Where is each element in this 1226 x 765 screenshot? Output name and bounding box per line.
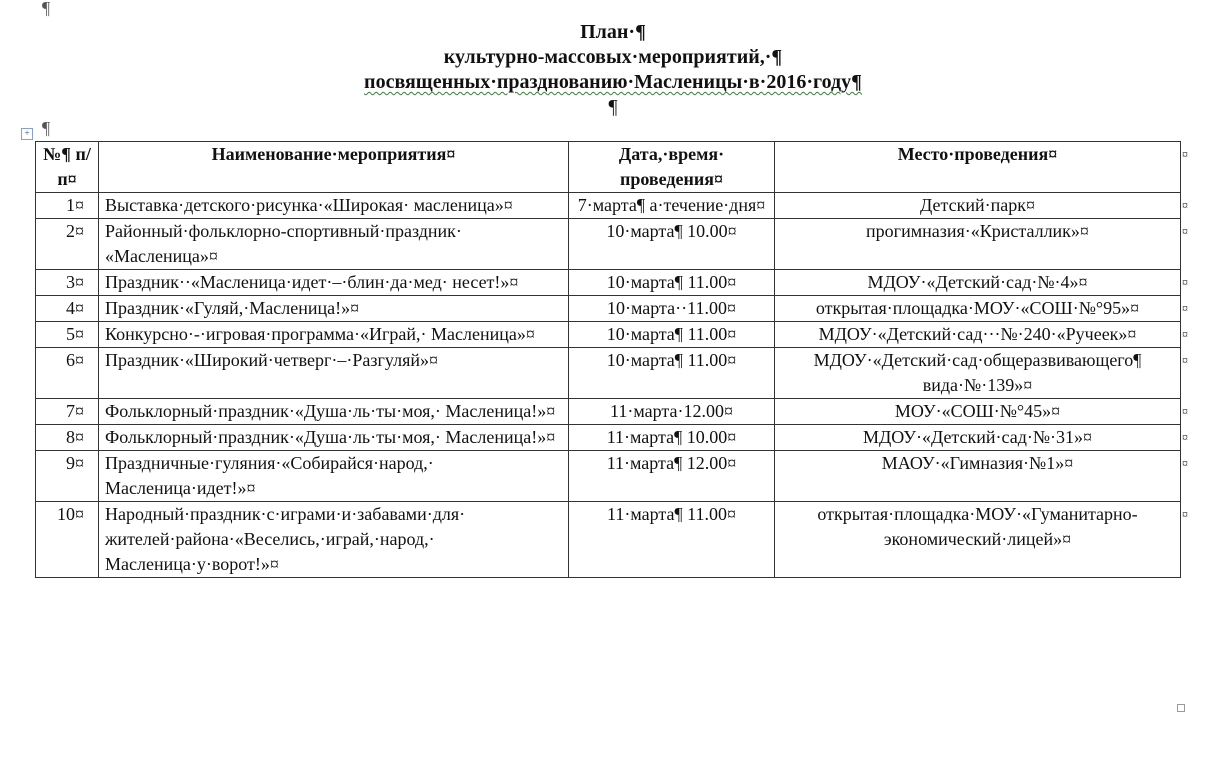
row-number-cell: 6¤	[36, 348, 99, 399]
header-num: №¶ п/п¤	[36, 142, 99, 193]
document-title	[0, 20, 1226, 120]
place-cell: МДОУ·«Детский·сад·общеразвивающего¶ вида·№·139»¤	[775, 348, 1181, 399]
paragraph-mark-top: ¶	[42, 0, 51, 18]
place-cell: Детский·парк¤	[775, 193, 1181, 219]
place-cell: МОУ·«СОШ·№°45»¤	[775, 399, 1181, 425]
header-place: Место·проведения¤	[775, 142, 1181, 193]
row-end-mark: ¤	[1182, 430, 1188, 444]
table-row	[36, 270, 1181, 296]
row-end-mark: ¤	[1182, 275, 1188, 289]
place-cell: открытая·площадка·МОУ·«СОШ·№°95»¤	[775, 296, 1181, 322]
place-cell: МДОУ·«Детский·сад·№·31»¤	[775, 425, 1181, 451]
place-cell: МДОУ·«Детский·сад···№·240·«Ручеек»¤	[775, 322, 1181, 348]
event-name-cell: Народный·праздник·с·играми·и·забавами·для· жителей·района·«Веселись,·играй,·народ,· Масленица·у·ворот!»¤	[99, 502, 569, 578]
date-time-cell: 10·марта¶ 10.00¤	[569, 219, 775, 270]
row-end-mark: ¤	[1182, 404, 1188, 418]
table-row	[36, 219, 1181, 270]
table-resize-handle[interactable]	[1177, 704, 1185, 712]
row-end-mark: ¤	[1182, 224, 1188, 238]
event-name-cell: Праздник··«Масленица·идет·–·блин·да·мед· несет!»¤	[99, 270, 569, 296]
date-time-cell: 11·марта¶ 12.00¤	[569, 451, 775, 502]
date-time-cell: 10·марта¶ 11.00¤	[569, 322, 775, 348]
table-row	[36, 322, 1181, 348]
event-name-cell: Праздник·«Широкий·четверг·–·Разгуляй»¤	[99, 348, 569, 399]
table-row	[36, 451, 1181, 502]
row-number-cell: 8¤	[36, 425, 99, 451]
table-move-handle-icon[interactable]: +	[21, 128, 33, 140]
row-number-cell: 5¤	[36, 322, 99, 348]
date-time-cell: 11·марта·12.00¤	[569, 399, 775, 425]
row-end-mark: ¤	[1182, 147, 1188, 161]
events-table	[35, 141, 1181, 578]
table-row	[36, 348, 1181, 399]
table-row	[36, 193, 1181, 219]
event-name-cell: Конкурсно·-·игровая·программа·«Играй,· Масленица»¤	[99, 322, 569, 348]
title-line-3	[0, 70, 1226, 95]
event-name-cell: Праздничные·гуляния·«Собирайся·народ,· Масленица·идет!»¤	[99, 451, 569, 502]
row-number-cell: 9¤	[36, 451, 99, 502]
header-date: Дата,·время· проведения¤	[569, 142, 775, 193]
title-line-3-text: посвященных·празднованию·Масленицы·в·2016·году¶	[364, 71, 862, 93]
event-name-cell: Фольклорный·праздник·«Душа·ль·ты·моя,· Масленица!»¤	[99, 399, 569, 425]
row-number-cell: 2¤	[36, 219, 99, 270]
row-number-cell: 3¤	[36, 270, 99, 296]
date-time-cell: 10·марта¶ 11.00¤	[569, 348, 775, 399]
place-cell: прогимназия·«Кристаллик»¤	[775, 219, 1181, 270]
row-end-mark: ¤	[1182, 456, 1188, 470]
date-time-cell: 10·марта··11.00¤	[569, 296, 775, 322]
row-end-mark: ¤	[1182, 198, 1188, 212]
title-line-4: ¶	[608, 96, 618, 118]
event-name-cell: Районный·фольклорно-спортивный·праздник· «Масленица»¤	[99, 219, 569, 270]
row-number-cell: 7¤	[36, 399, 99, 425]
date-time-cell: 7·марта¶ а·течение·дня¤	[569, 193, 775, 219]
date-time-cell: 11·марта¶ 10.00¤	[569, 425, 775, 451]
place-cell: МДОУ·«Детский·сад·№·4»¤	[775, 270, 1181, 296]
event-name-cell: Фольклорный·праздник·«Душа·ль·ты·моя,· Масленица!»¤	[99, 425, 569, 451]
row-number-cell: 10¤	[36, 502, 99, 578]
event-name-cell: Выставка·детского·рисунка·«Широкая· масленица»¤	[99, 193, 569, 219]
table-row	[36, 502, 1181, 578]
row-number-cell: 4¤	[36, 296, 99, 322]
row-end-mark: ¤	[1182, 301, 1188, 315]
date-time-cell: 10·марта¶ 11.00¤	[569, 270, 775, 296]
table-header-row	[36, 142, 1181, 193]
row-end-mark: ¤	[1182, 353, 1188, 367]
row-end-mark: ¤	[1182, 327, 1188, 341]
title-line-2: культурно-массовых·мероприятий,·¶	[443, 46, 783, 68]
place-cell: открытая·площадка·МОУ·«Гуманитарно- экономический·лицей»¤	[775, 502, 1181, 578]
title-line-1: План·¶	[580, 21, 646, 43]
header-name: Наименование·мероприятия¤	[99, 142, 569, 193]
paragraph-mark-pre-table: ¶	[42, 118, 51, 138]
event-name-cell: Праздник·«Гуляй,·Масленица!»¤	[99, 296, 569, 322]
table-row	[36, 425, 1181, 451]
table-row	[36, 399, 1181, 425]
row-end-mark: ¤	[1182, 507, 1188, 521]
date-time-cell: 11·марта¶ 11.00¤	[569, 502, 775, 578]
place-cell: МАОУ·«Гимназия·№1»¤	[775, 451, 1181, 502]
table-row	[36, 296, 1181, 322]
row-number-cell: 1¤	[36, 193, 99, 219]
